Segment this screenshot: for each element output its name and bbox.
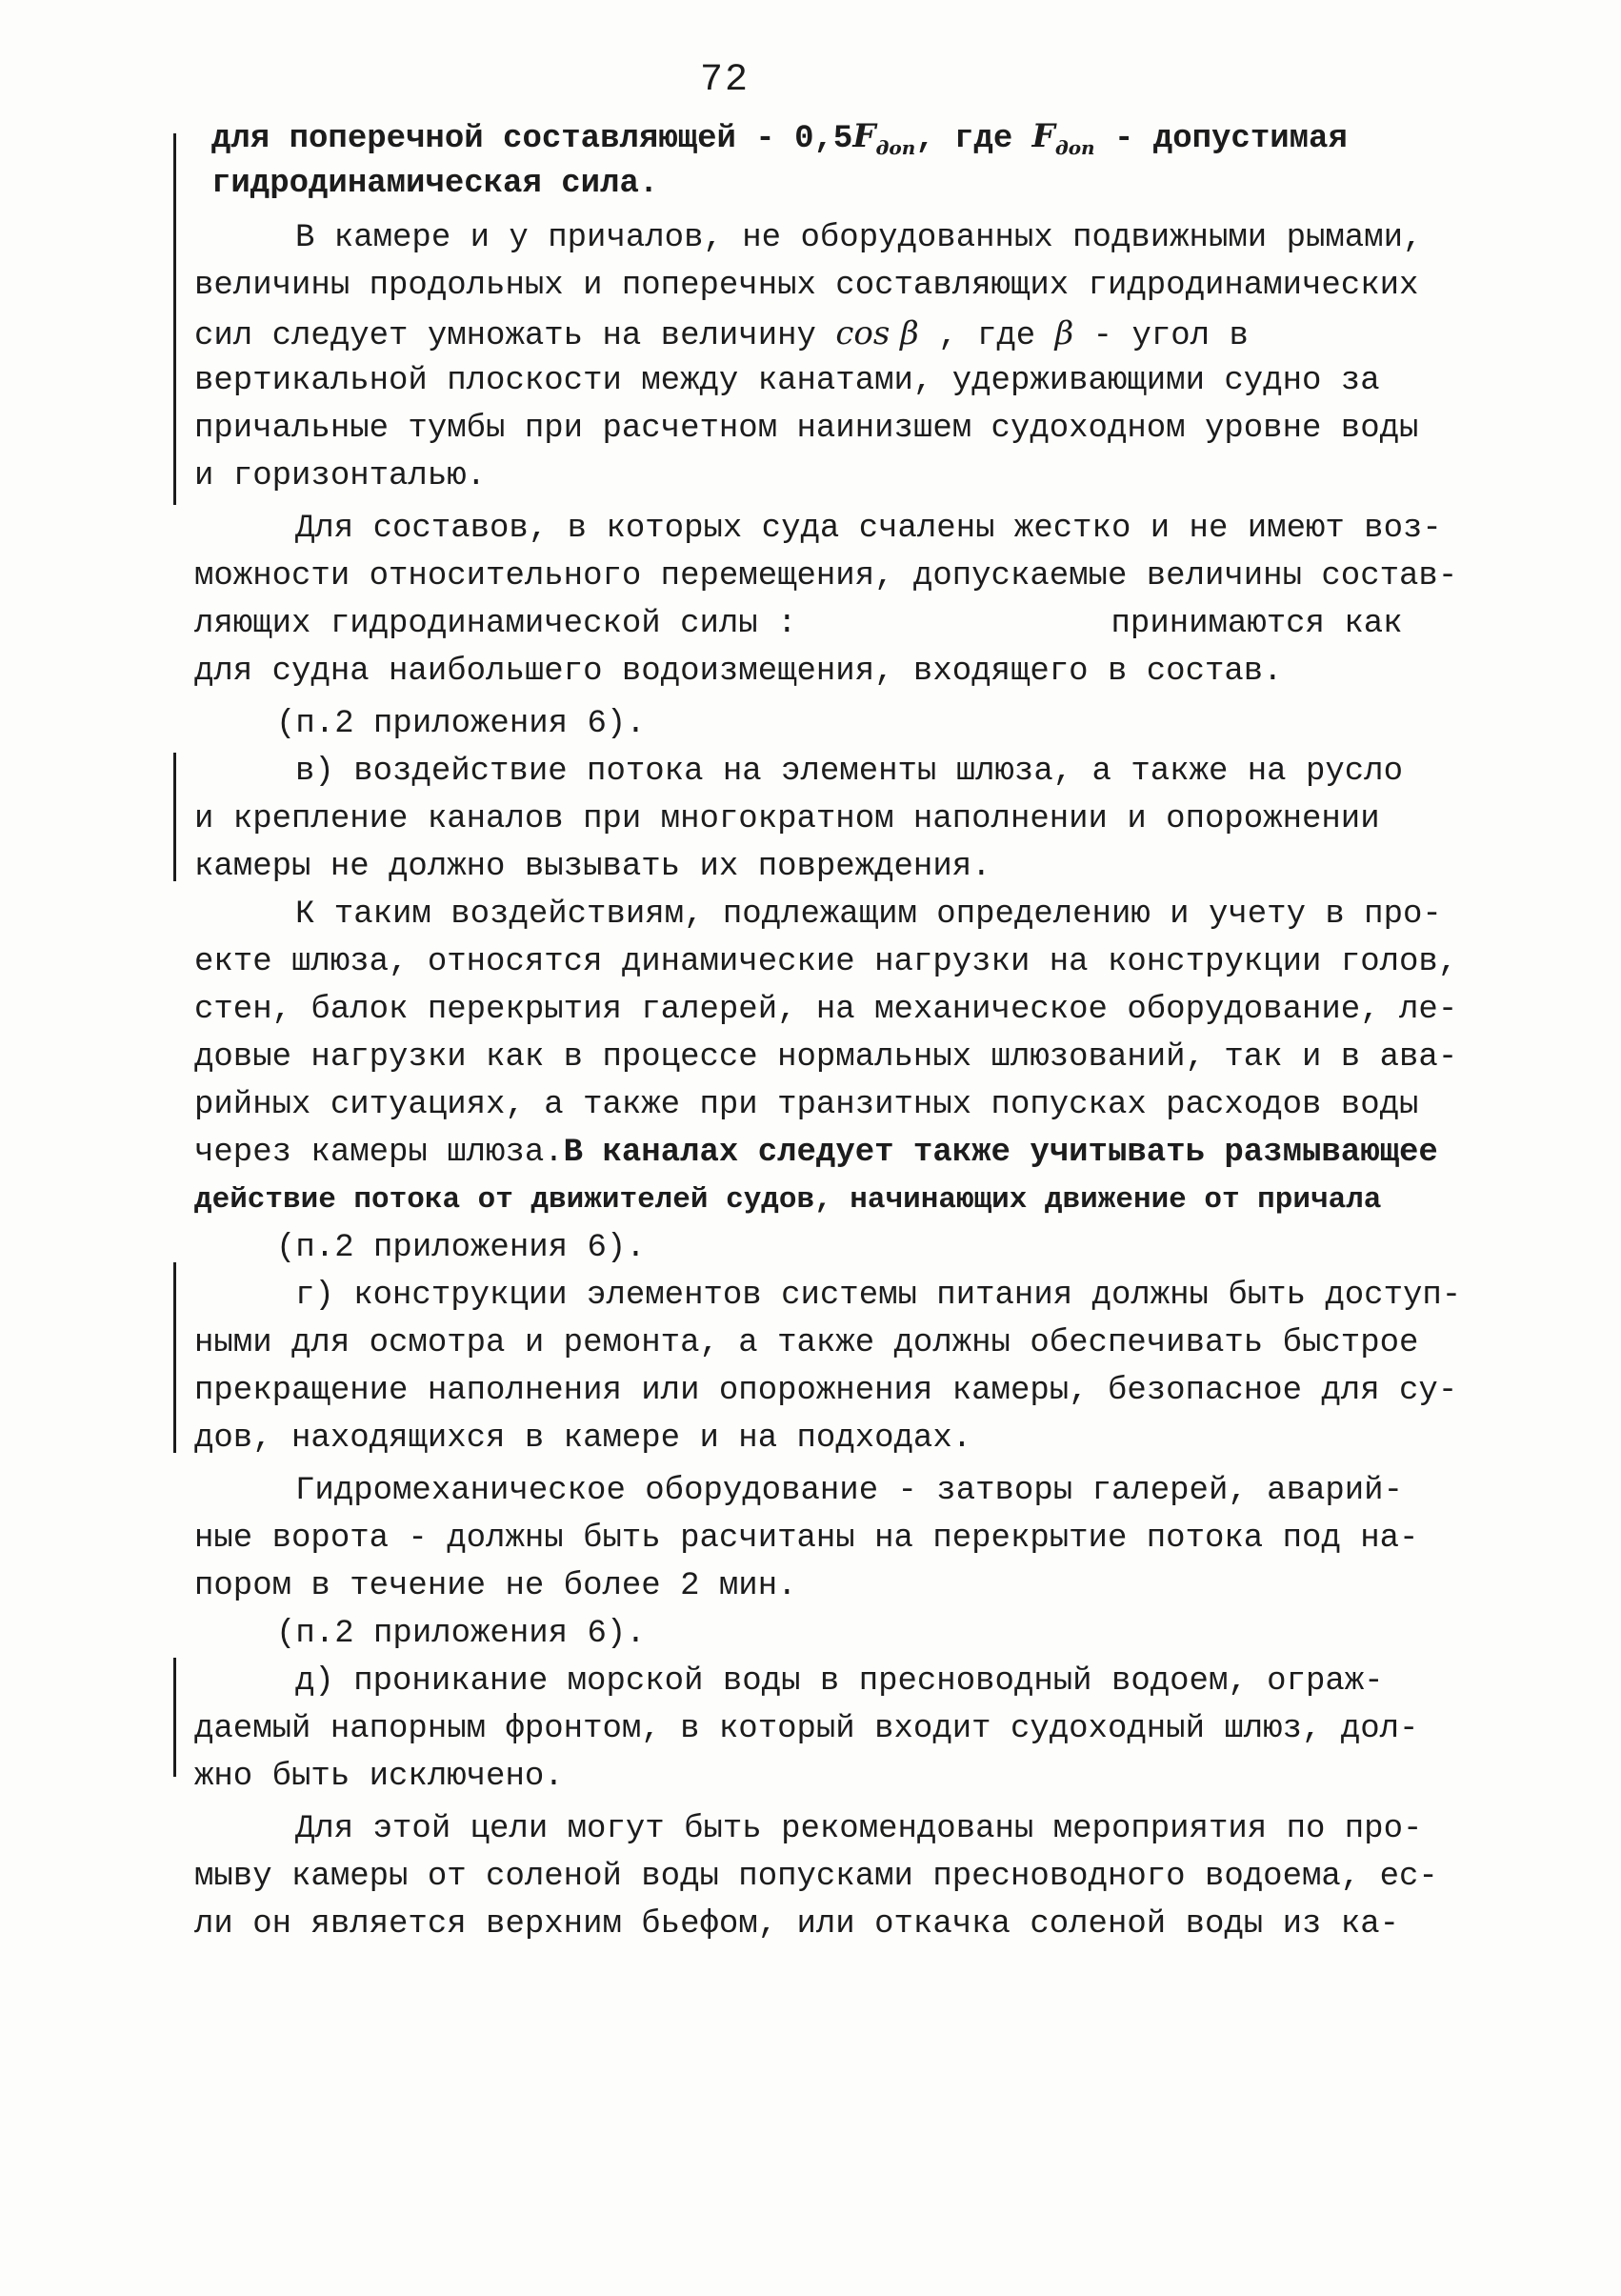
- text-line: стен, балок перекрытия галерей, на механическое оборудование, ле-: [194, 992, 1458, 1028]
- text-line: мыву камеры от соленой воды попусками пресноводного водоема, ес-: [194, 1859, 1438, 1895]
- revision-bar: [173, 1658, 176, 1777]
- revision-bar: [173, 753, 176, 881]
- text-line: камеры не должно вызывать их повреждения.: [194, 849, 991, 885]
- text-line: довые нагрузки как в процессе нормальных шлюзований, так и в ава-: [194, 1039, 1458, 1076]
- text-segment: для поперечной составляющей - 0,5: [211, 121, 853, 157]
- text-line: причальные тумбы при расчетном наинизшем судоходном уровне воды: [194, 411, 1419, 447]
- text-line: даемый напорным фронтом, в который входит судоходный шлюз, дол-: [194, 1711, 1419, 1747]
- revision-bar: [173, 1262, 176, 1453]
- text-line: (п.2 приложения 6).: [276, 1230, 646, 1266]
- text-line: В камере и у причалов, не оборудованных подвижными рымами,: [295, 220, 1423, 256]
- revision-bar: [173, 133, 176, 505]
- force-symbol: $F_{доп}$: [852, 117, 916, 159]
- text-line: и горизонталью.: [194, 458, 487, 494]
- text-line: К таким воздействиям, подлежащим определению и учету в про-: [295, 896, 1442, 933]
- text-line: [194, 1129, 1438, 1177]
- text-line: вертикальной плоскости между канатами, удерживающими судно за: [194, 363, 1380, 399]
- text-line: [211, 112, 1348, 160]
- text-line: [194, 310, 1249, 357]
- text-line: гидродинамическая сила.: [211, 166, 659, 202]
- text-line: екте шлюза, относятся динамические нагрузки на конструкции голов,: [194, 944, 1458, 980]
- text-line: пором в течение не более 2 мин.: [194, 1568, 797, 1604]
- text-segment: , где: [918, 318, 1055, 354]
- text-line: ли он является верхним бьефом, или откачка соленой воды из ка-: [194, 1906, 1400, 1943]
- page-number: 72: [700, 59, 750, 102]
- text-line: величины продольных и поперечных составляющих гидродинамических: [194, 268, 1419, 304]
- text-line: (п.2 приложения 6).: [276, 706, 646, 742]
- text-line: можности относительного перемещения, допускаемые величины состав-: [194, 558, 1458, 594]
- text-segment: принимаются как: [1111, 606, 1403, 642]
- text-line: д) проникание морской воды в пресноводный водоем, ограж-: [295, 1663, 1384, 1700]
- text-line: действие потока от движителей судов, начинающих движение от причала: [194, 1183, 1382, 1217]
- text-segment: - допустимая: [1094, 121, 1348, 157]
- text-line: (п.2 приложения 6).: [276, 1616, 646, 1652]
- text-line: ными для осмотра и ремонта, а также должны обеспечивать быстрое: [194, 1325, 1419, 1361]
- text-line: и крепление каналов при многократном наполнении и опорожнении: [194, 801, 1380, 837]
- text-line: Для составов, в которых суда счалены жестко и не имеют воз-: [295, 511, 1442, 547]
- text-segment: через камеры шлюза.: [194, 1135, 564, 1171]
- text-line: Для этой цели могут быть рекомендованы мероприятия по про-: [295, 1811, 1423, 1847]
- text-line: в) воздействие потока на элементы шлюза, а также на русло: [295, 754, 1403, 790]
- text-line: дов, находящихся в камере и на подходах.: [194, 1420, 972, 1457]
- text-line: [194, 600, 1403, 648]
- text-line: ные ворота - должны быть расчитаны на перекрытие потока под на-: [194, 1521, 1419, 1557]
- text-line: прекращение наполнения или опорожнения камеры, безопасное для су-: [194, 1373, 1458, 1409]
- cos-beta-formula: cos β: [835, 314, 919, 352]
- text-line: рийных ситуациях, а также при транзитных попусках расходов воды: [194, 1087, 1419, 1123]
- text-line: Гидромеханическое оборудование - затворы галерей, аварий-: [295, 1473, 1403, 1509]
- text-segment: - угол в: [1073, 318, 1249, 354]
- force-symbol: $F_{доп}$: [1031, 117, 1095, 159]
- inserted-text: В каналах следует также учитывать размывающее: [563, 1135, 1438, 1171]
- text-segment: , где: [915, 121, 1032, 157]
- beta-symbol: β: [1054, 314, 1074, 352]
- text-line: для судна наибольшего водоизмещения, входящего в состав.: [194, 654, 1283, 690]
- text-segment: сил следует умножать на величину: [194, 318, 836, 354]
- text-segment: ляющих гидродинамической силы :: [194, 606, 797, 642]
- text-line: жно быть исключено.: [194, 1759, 564, 1795]
- text-line: г) конструкции элементов системы питания должны быть доступ-: [295, 1278, 1462, 1314]
